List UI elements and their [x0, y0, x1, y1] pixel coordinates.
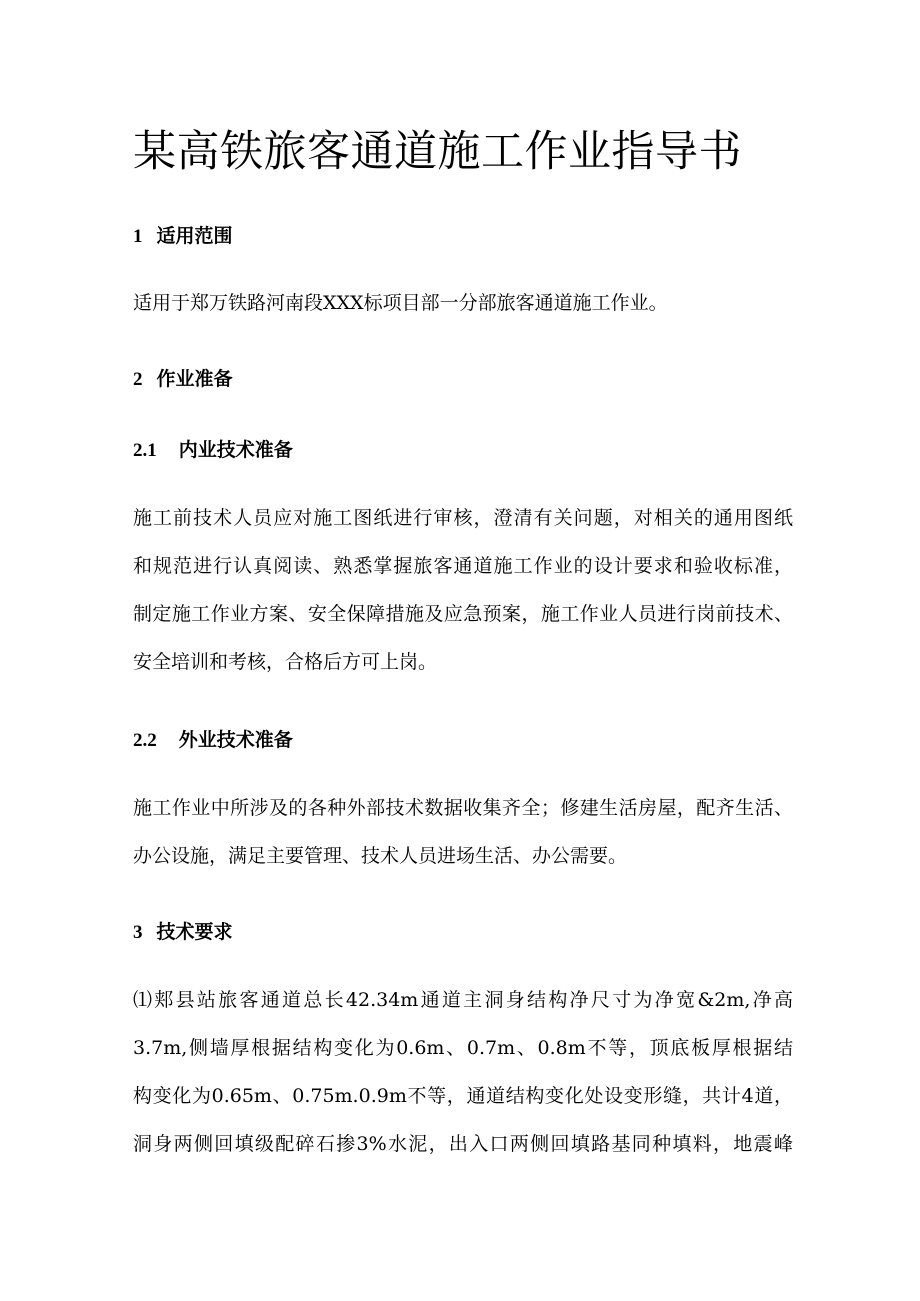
section-heading-2-1 — [133, 436, 293, 465]
section-heading-2 — [133, 365, 233, 394]
paragraph-line: 适用于郑万铁路河南段XXX标项目部一分部旅客通道施工作业。 — [133, 292, 668, 314]
paragraph-line: 构变化为0.65m、0.75m.0.9m不等，通道结构变化处设变形缝，共计4道， — [133, 1085, 793, 1107]
section-number: 1 — [133, 226, 143, 247]
section-1-body — [133, 279, 793, 327]
section-heading-text: 适用范围 — [156, 225, 233, 247]
paragraph-line: ⑴郏县站旅客通道总长42.34m通道主洞身结构净尺寸为净宽&2m,净高 — [133, 989, 793, 1011]
section-3-body — [133, 976, 793, 1168]
section-number: 2 — [133, 369, 143, 390]
section-heading-2-2 — [133, 726, 293, 755]
paragraph-line: 3.7m,侧墙厚根据结构变化为0.6m、0.7m、0.8m不等，顶底板厚根据结 — [133, 1037, 793, 1059]
section-heading-text: 外业技术准备 — [178, 729, 293, 751]
paragraph-line: 安全培训和考核，合格后方可上岗。 — [133, 651, 438, 673]
paragraph-line: 施工作业中所涉及的各种外部技术数据收集齐全；修建生活房屋，配齐生活、 — [133, 797, 793, 819]
section-heading-text: 内业技术准备 — [178, 439, 293, 461]
section-heading-text: 作业准备 — [156, 368, 233, 390]
paragraph-line: 办公设施，满足主要管理、技术人员进场生活、办公需要。 — [133, 845, 628, 867]
section-number: 2.1 — [133, 440, 157, 461]
section-heading-1 — [133, 222, 233, 251]
section-heading-text: 技术要求 — [156, 921, 233, 943]
section-number: 3 — [133, 922, 143, 943]
paragraph-line: 和规范进行认真阅读、熟悉掌握旅客通道施工作业的设计要求和验收标准， — [133, 555, 793, 577]
paragraph-line: 施工前技术人员应对施工图纸进行审核，澄清有关问题，对相关的通用图纸 — [133, 507, 793, 529]
section-heading-3 — [133, 918, 233, 947]
paragraph-line: 制定施工作业方案、安全保障措施及应急预案，施工作业人员进行岗前技术、 — [133, 603, 793, 625]
paragraph-line: 洞身两侧回填级配碎石掺3%水泥，出入口两侧回填路基同种填料，地震峰 — [133, 1133, 793, 1155]
section-2-2-body — [133, 784, 793, 880]
section-number: 2.2 — [133, 730, 157, 751]
section-2-1-body — [133, 494, 793, 686]
document-title: 某高铁旅客通道施工作业指导书 — [133, 127, 742, 177]
